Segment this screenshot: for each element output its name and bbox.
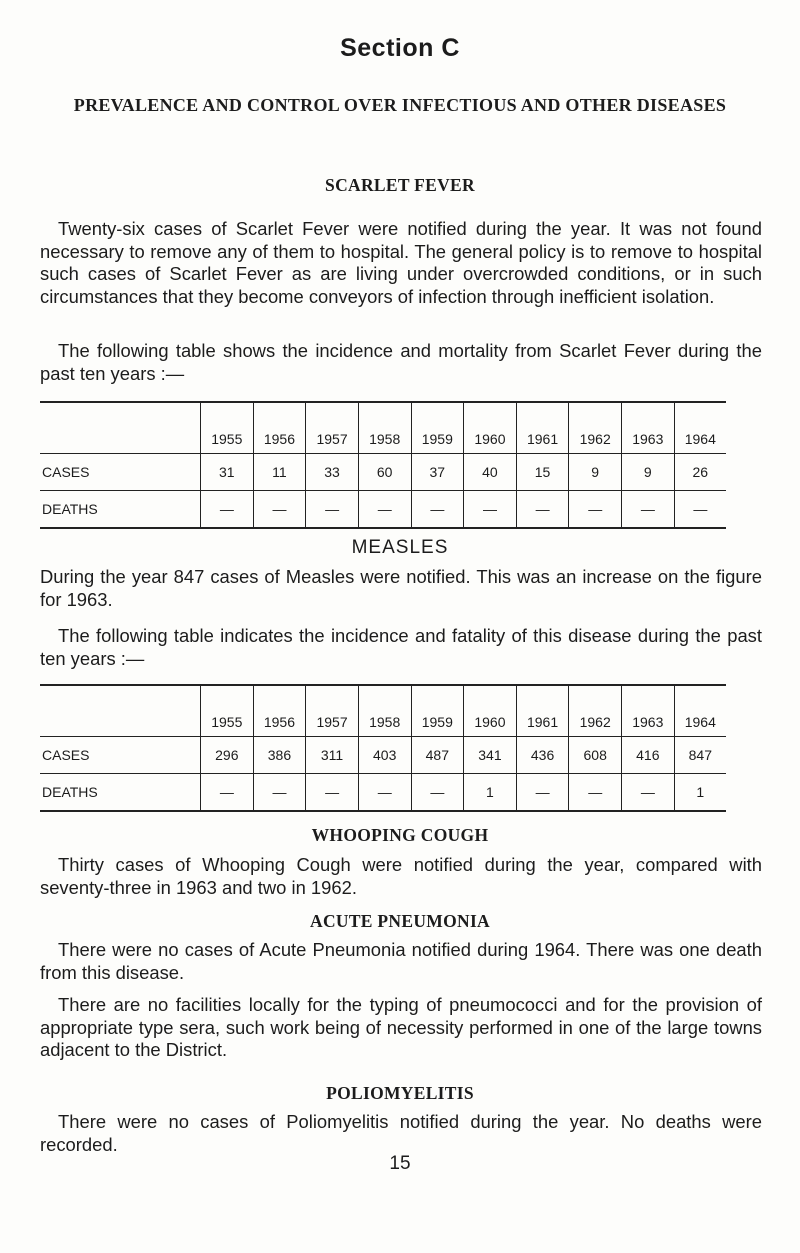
cases-cell: 403 [358,737,411,774]
table-corner-cell [40,685,201,737]
row-label-deaths: DEATHS [40,491,201,529]
acute-pneumonia-paragraph-2: There are no facilities locally for the typing of pneumococci and for the provision of appropriate type sera, such work being of necessity performed in one of the large towns adjacent to the District. [40,994,762,1060]
year-cell: 1958 [358,685,411,737]
table-corner-cell [40,402,201,454]
table-row-deaths [40,491,726,529]
section-title: Section C [340,34,460,62]
deaths-cell: — [253,774,306,812]
cases-cell: 341 [464,737,517,774]
whooping-cough-heading: WHOOPING COUGH [311,825,489,845]
cases-cell: 11 [253,454,306,491]
cases-cell: 847 [674,737,726,774]
year-cell: 1957 [306,685,359,737]
year-cell: 1958 [358,402,411,454]
year-cell: 1956 [253,402,306,454]
year-cell: 1959 [411,402,464,454]
year-cell: 1962 [569,402,622,454]
year-cell: 1961 [516,685,569,737]
deaths-cell: — [411,491,464,529]
table-row-cases [40,454,726,491]
cases-cell: 9 [569,454,622,491]
cases-cell: 296 [201,737,254,774]
scarlet-fever-paragraph-2: The following table shows the incidence and mortality from Scarlet Fever during the past ten years :— [40,340,762,384]
cases-cell: 26 [674,454,726,491]
year-cell: 1955 [201,402,254,454]
deaths-cell: — [464,491,517,529]
deaths-cell: — [569,774,622,812]
year-cell: 1957 [306,402,359,454]
cases-cell: 436 [516,737,569,774]
cases-cell: 386 [253,737,306,774]
deaths-cell: — [516,774,569,812]
deaths-cell: — [674,491,726,529]
measles-table [40,684,726,812]
poliomyelitis-paragraph: There were no cases of Poliomyelitis notified during the year. No deaths were recorded. [40,1111,762,1155]
year-cell: 1962 [569,685,622,737]
cases-cell: 9 [622,454,675,491]
deaths-cell: — [622,491,675,529]
row-label-cases: CASES [40,454,201,491]
year-cell: 1960 [464,685,517,737]
cases-cell: 416 [622,737,675,774]
deaths-cell: — [569,491,622,529]
table-row-cases [40,737,726,774]
deaths-cell: — [306,491,359,529]
deaths-cell: — [516,491,569,529]
measles-paragraph-2: The following table indicates the incidence and fatality of this disease during the past ten years :— [40,625,762,669]
year-cell: 1960 [464,402,517,454]
main-heading: PREVALENCE AND CONTROL OVER INFECTIOUS AND OTHER DISEASES [73,95,727,115]
page-number: 15 [389,1153,411,1174]
poliomyelitis-heading: POLIOMYELITIS [326,1083,474,1103]
cases-cell: 37 [411,454,464,491]
deaths-cell: — [253,491,306,529]
whooping-cough-paragraph: Thirty cases of Whooping Cough were notified during the year, compared with seventy-three in 1963 and two in 1962. [40,854,762,898]
acute-pneumonia-heading: ACUTE PNEUMONIA [310,911,490,931]
year-cell: 1964 [674,685,726,737]
cases-cell: 487 [411,737,464,774]
table-header-row [40,685,726,737]
deaths-cell: — [622,774,675,812]
deaths-cell: 1 [464,774,517,812]
year-cell: 1961 [516,402,569,454]
deaths-cell: — [306,774,359,812]
year-cell: 1964 [674,402,726,454]
year-cell: 1963 [622,402,675,454]
measles-heading: MEASLES [351,537,449,558]
row-label-cases: CASES [40,737,201,774]
cases-cell: 311 [306,737,359,774]
table-header-row [40,402,726,454]
scarlet-fever-heading: SCARLET FEVER [325,175,475,195]
deaths-cell: — [201,774,254,812]
cases-cell: 31 [201,454,254,491]
acute-pneumonia-paragraph-1: There were no cases of Acute Pneumonia notified during 1964. There was one death from this disease. [40,939,762,983]
deaths-cell: — [201,491,254,529]
year-cell: 1963 [622,685,675,737]
cases-cell: 33 [306,454,359,491]
year-cell: 1955 [201,685,254,737]
deaths-cell: 1 [674,774,726,812]
scarlet-fever-table [40,401,726,529]
cases-cell: 608 [569,737,622,774]
cases-cell: 60 [358,454,411,491]
deaths-cell: — [358,491,411,529]
table-row-deaths [40,774,726,812]
year-cell: 1959 [411,685,464,737]
cases-cell: 40 [464,454,517,491]
year-cell: 1956 [253,685,306,737]
measles-paragraph-1: During the year 847 cases of Measles were notified. This was an increase on the figure for 1963. [40,566,762,610]
deaths-cell: — [411,774,464,812]
deaths-cell: — [358,774,411,812]
row-label-deaths: DEATHS [40,774,201,812]
cases-cell: 15 [516,454,569,491]
scarlet-fever-paragraph-1: Twenty-six cases of Scarlet Fever were notified during the year. It was not found necessary to remove any of them to hospital. The general policy is to remove to hospital such cases of Scarlet Fever as are living under overcrowded conditions, or in such circumstances that they become conveyors of infection through inefficient isolation. [40,218,762,307]
